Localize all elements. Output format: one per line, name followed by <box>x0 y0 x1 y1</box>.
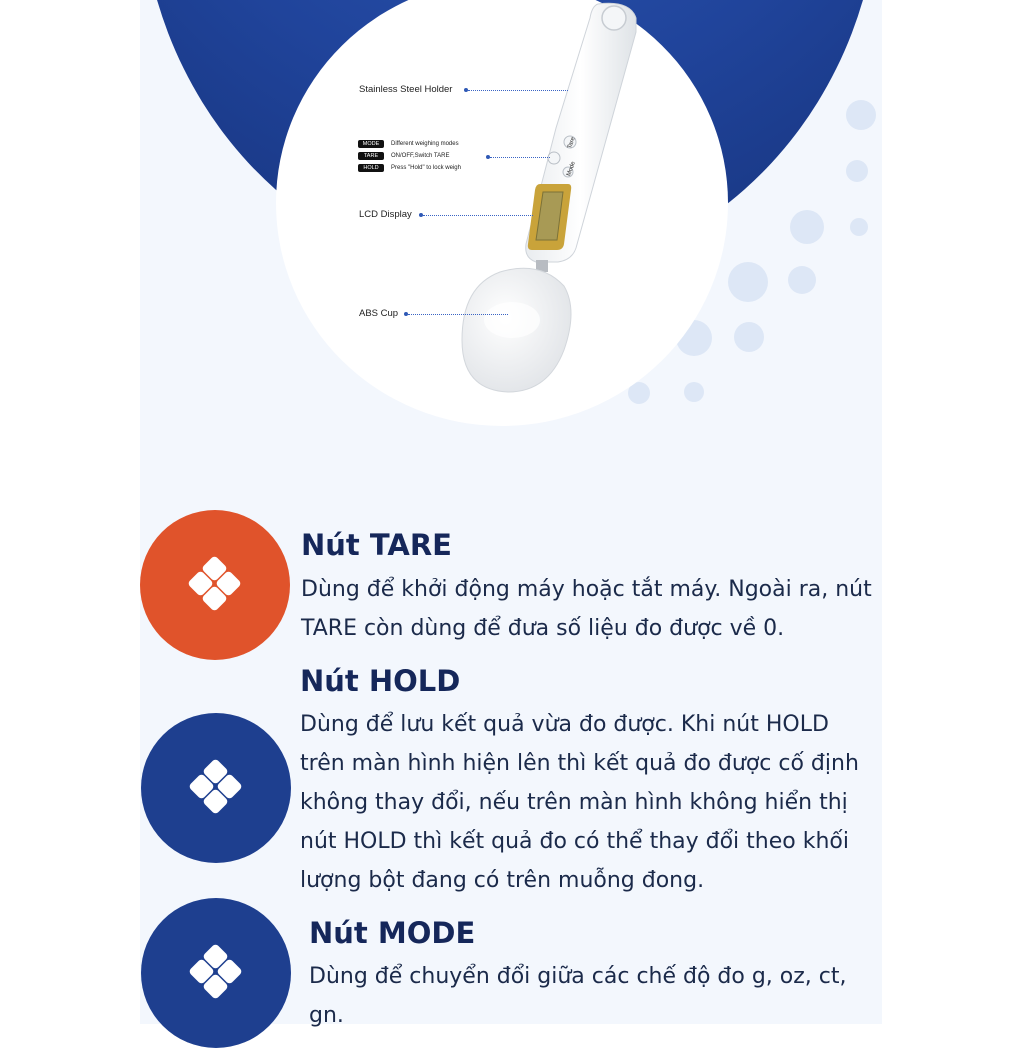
mode-desc: Different weighing modes <box>391 141 459 147</box>
holder-label: Stainless Steel Holder <box>359 84 453 95</box>
tare-tag: TARE <box>358 152 384 160</box>
hold-badge <box>141 713 291 863</box>
decor-bubble <box>728 262 768 302</box>
mode-heading: Nút MODE <box>309 916 476 950</box>
decor-bubble <box>788 266 816 294</box>
hold-heading: Nút HOLD <box>300 664 461 698</box>
hold-tag: HOLD <box>358 164 384 172</box>
buttons-leader-line <box>490 157 550 158</box>
mode-description: Dùng để chuyển đổi giữa các chế độ đo g, oz, ct, gn. <box>309 964 847 1028</box>
tare-description: Dùng để khởi động máy hoặc tắt máy. Ngoài ra, nút TARE còn dùng để đưa số liệu đo được về 0. <box>301 577 872 641</box>
cup-leader-line <box>408 314 508 315</box>
mode-key-icon <box>548 152 560 164</box>
decor-bubble <box>850 218 868 236</box>
diamond-grid-icon <box>187 557 243 613</box>
holder-leader-line <box>468 90 568 91</box>
spoon-mode-label: Mode <box>566 160 577 178</box>
mode-tag: MODE <box>358 140 384 148</box>
decor-bubble <box>790 210 824 244</box>
tare-heading: Nút TARE <box>301 528 452 562</box>
tare-desc: ON/OFF,Switch TARE <box>391 153 450 159</box>
spoon-scale-illustration <box>440 0 660 410</box>
cup-label: ABS Cup <box>359 308 399 319</box>
decor-bubble <box>734 322 764 352</box>
diamond-grid-icon <box>188 945 244 1001</box>
lcd-leader-line <box>423 215 533 216</box>
decor-bubble <box>846 160 868 182</box>
tare-badge <box>140 510 290 660</box>
decor-bubble <box>846 100 876 130</box>
mode-badge <box>141 898 291 1048</box>
hold-desc: Press "Hold" to lock weigh <box>391 165 461 171</box>
diamond-grid-icon <box>188 760 244 816</box>
spoon-tare-label: Tare <box>567 136 577 150</box>
hold-description: Dùng để lưu kết quả vừa đo được. Khi nút HOLD trên màn hình hiện lên thì kết quả đo được cố định không thay đổi, nếu trên màn hình không hiển thị nút HOLD thì kết quả đo có thể thay đổi theo khối lượng bột đang có trên muỗng đong. <box>300 712 859 893</box>
decor-bubble <box>684 382 704 402</box>
lcd-label: LCD Display <box>359 209 412 220</box>
